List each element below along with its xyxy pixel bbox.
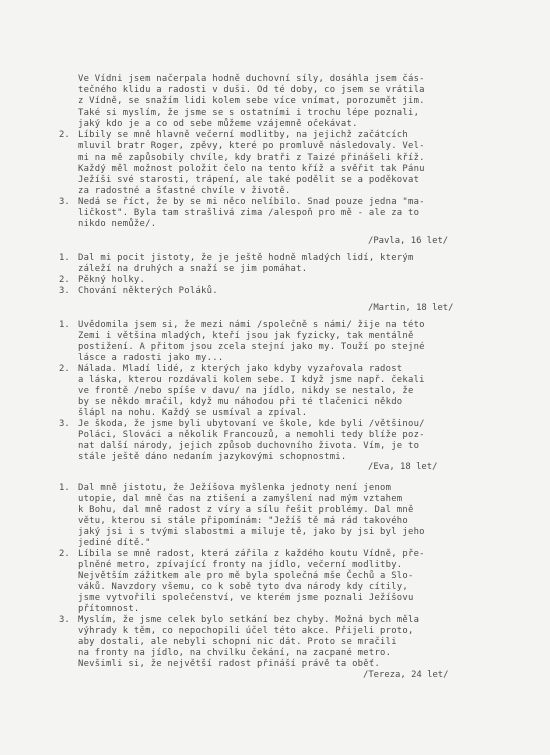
intro-line: tečného klidu a radosti v duši. Od té doby, co jsem se vrátila bbox=[78, 85, 425, 95]
item-line: k Bohu, dal mně radost z víry a sílu řešit problémy. Dal mně bbox=[78, 505, 414, 515]
item-line: mluvil bratr Roger, zpěvy, které po promluvě následovaly. Vel- bbox=[78, 141, 425, 151]
item-line: aby dostali, ale nebyli schopni nic dát. Proto se mračili bbox=[78, 637, 397, 647]
item-line: větu, kterou si stále připomínám: "Ježíš tě má rád takového bbox=[78, 516, 408, 526]
item-line: Dal mně jistotu, že Ježíšova myšlenka jednoty není jenom bbox=[78, 483, 392, 493]
item-line: Nevšimli si, že největší radost přináší právě ta oběť. bbox=[78, 659, 381, 669]
item-line: jaký jsi i s tvými slabostmi a miluje tě, jako by jsi byl jeho bbox=[78, 527, 425, 537]
item-line: by se někdo mračil, když mu náhodou při té tlačenici někdo bbox=[78, 397, 403, 407]
item-number: 3. bbox=[59, 197, 70, 207]
item-line: plněné metro, zpívající fronty na jídlo, večerní modlitby. bbox=[78, 560, 403, 570]
item-line: stále ještě dáno nedaním jazykovými schopnostmi. bbox=[78, 452, 347, 462]
item-number: 3. bbox=[59, 615, 70, 625]
item-number: 3. bbox=[59, 419, 70, 429]
item-line: nat další národy, jejich způsob duchovního života. Vím, je to bbox=[78, 441, 420, 451]
item-number: 1. bbox=[59, 320, 70, 330]
item-line: šlápl na nohu. Každý se usmíval a zpíval. bbox=[78, 408, 308, 418]
signature: /Pavla, 16 let/ bbox=[368, 236, 449, 246]
item-number: 1. bbox=[59, 483, 70, 493]
item-line: Ježíši své starosti, trápení, ale také podělit se a poděkovat bbox=[78, 175, 420, 185]
item-line: Nedá se říct, že by se mi něco nelíbilo. Snad pouze jedna "ma- bbox=[78, 197, 425, 207]
intro-line: Ve Vídni jsem načerpala hodně duchovní síly, dosáhla jsem čás- bbox=[78, 74, 425, 84]
signature: /Tereza, 24 let/ bbox=[363, 670, 449, 680]
item-line: ve frontě /nebo spíše v davu/ na jídlo, nikdy se nestalo, že bbox=[78, 386, 414, 396]
item-number: 2. bbox=[59, 275, 70, 285]
item-line: utopie, dal mně čas na ztišení a zamyšlení nad mým vztahem bbox=[78, 494, 403, 504]
item-line: Uvědomila jsem si, že mezi námi /společně s námi/ žije na této bbox=[78, 320, 425, 330]
item-line: Nálada. Mladí lidé, z kterých jako kdyby vyzařovala radost bbox=[78, 364, 403, 374]
item-line: Dal mi pocit jistoty, že je ještě hodně mladých lidí, kterým bbox=[78, 253, 414, 263]
item-line: Je škoda, že jsme byli ubytovaní ve škole, kde byli /většinou/ bbox=[78, 419, 425, 429]
item-line: postižení. A přitom jsou zcela stejní jako my. Touží po stejné bbox=[78, 342, 425, 352]
item-line: nikdo nemůže/. bbox=[78, 219, 157, 229]
item-line: Líbila se mně radost, která zářila z každého koutu Vídně, pře- bbox=[78, 549, 425, 559]
item-line: mi na mě zapůsobily chvíle, kdy bratři z Taizé přinášeli kříž. bbox=[78, 153, 425, 163]
item-line: jediné dítě." bbox=[78, 538, 151, 548]
intro-line: Také si myslím, že jsme se s ostatními i trochu lépe poznali, bbox=[78, 108, 420, 118]
item-line: Líbily se mně hlavně večerní modlitby, na jejichž začátcích bbox=[78, 130, 408, 140]
item-number: 2. bbox=[59, 130, 70, 140]
item-line: Myslím, že jsme celek bylo setkání bez chyby. Možná bych měla bbox=[78, 615, 420, 625]
item-line: Pěkný holky. bbox=[78, 275, 146, 285]
item-line: a láska, kterou rozdávali kolem sebe. I když jsme např. čekali bbox=[78, 375, 425, 385]
item-line: lásce a radosti jako my... bbox=[78, 353, 224, 363]
item-line: Každý měl možnost položit čelo na tento kříž a svěřit tak Pánu bbox=[78, 164, 425, 174]
item-line: váků. Navzdory všemu, co k sobě tyto dva národy kdy cítily, bbox=[78, 582, 408, 592]
item-line: přítomnost. bbox=[78, 604, 140, 614]
item-line: Největším zážitkem ale pro mě byla společná mše Čechů a Slo- bbox=[78, 571, 414, 581]
item-line: záleží na druhých a snaží se jim pomáhat. bbox=[78, 264, 308, 274]
item-line: Poláci, Slováci a několik Francouzů, a nemohli tedy blíže poz- bbox=[78, 430, 425, 440]
intro-line: jaký kdo je a co od sebe můžeme vzájemně očekávat. bbox=[78, 119, 358, 129]
intro-line: z Vídně, se snažím lidi kolem sebe více vnímat, porozumět jim. bbox=[78, 96, 425, 106]
item-line: Zemi i většina mladých, kteří jsou jak fyzicky, tak mentálně bbox=[78, 331, 414, 341]
item-line: Chování některých Poláků. bbox=[78, 286, 218, 296]
item-line: za radostné a šťastné chvíle v životě. bbox=[78, 186, 291, 196]
item-number: 1. bbox=[59, 253, 70, 263]
item-line: výhrady k těm, co nepochopili účel této akce. Přijeli proto, bbox=[78, 626, 414, 636]
signature: /Eva, 18 let/ bbox=[368, 462, 438, 472]
item-line: ličkost". Byla tam strašlivá zima /alespoň pro mě - ale za to bbox=[78, 208, 420, 218]
item-number: 3. bbox=[59, 286, 70, 296]
item-number: 2. bbox=[59, 549, 70, 559]
signature: /Martin, 18 let/ bbox=[368, 303, 454, 313]
item-line: jsme vytvořili společenství, ve kterém jsme poznali Ježíšovu bbox=[78, 593, 414, 603]
item-number: 2. bbox=[59, 364, 70, 374]
item-line: na fronty na jídlo, na chvilku čekání, na zacpané metro. bbox=[78, 648, 392, 658]
